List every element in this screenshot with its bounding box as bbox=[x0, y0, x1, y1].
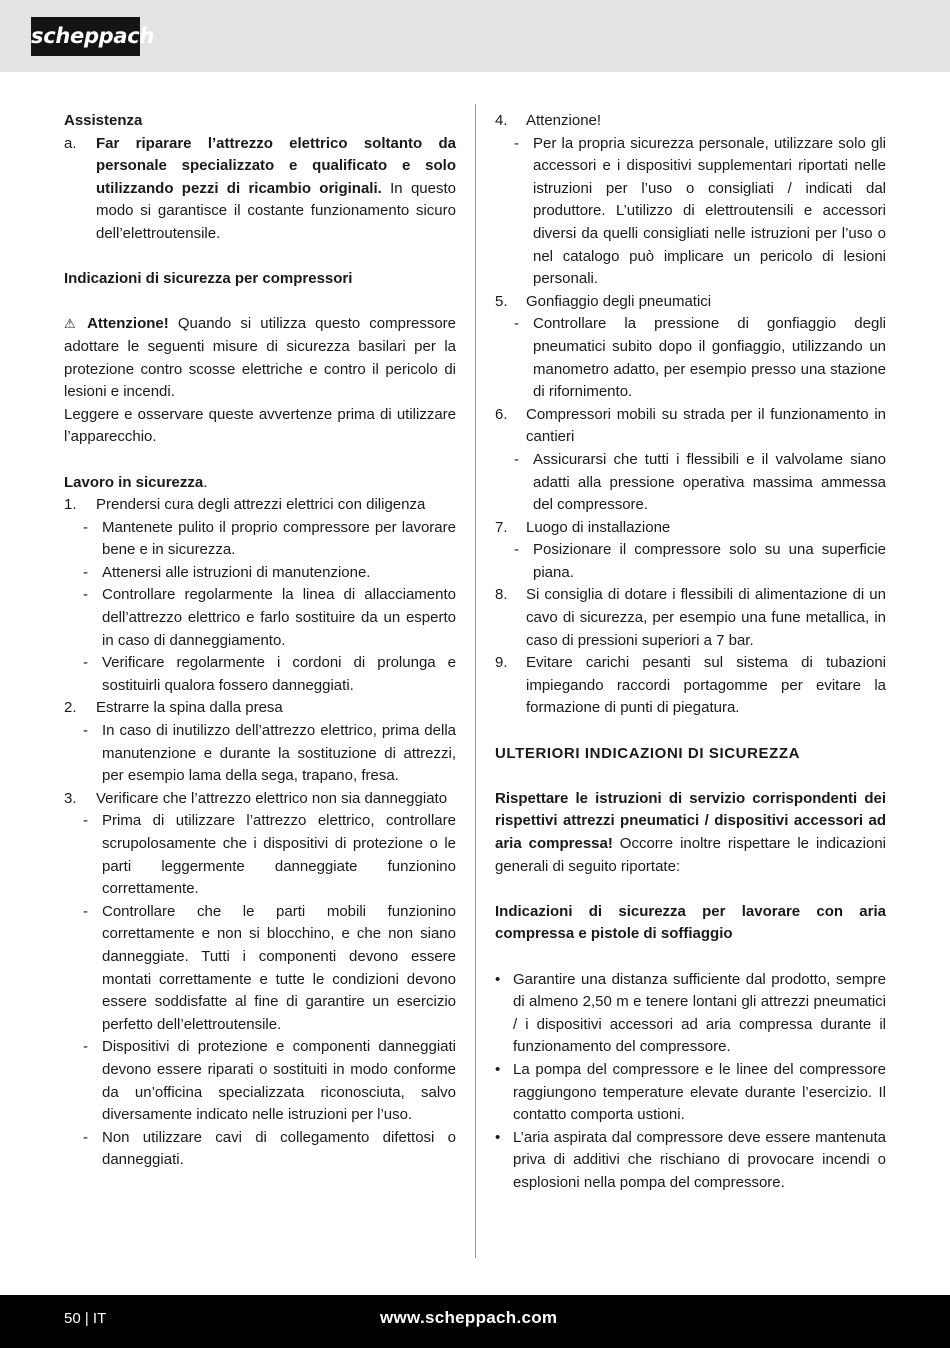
left-column bbox=[64, 110, 456, 1172]
list-item-text: Attenzione! bbox=[526, 112, 602, 129]
list-item bbox=[495, 404, 886, 449]
warning-label: Attenzione! bbox=[87, 315, 169, 333]
list-item-text: Verificare che l’attrezzo elettrico non sia danneggiato bbox=[96, 789, 448, 807]
compressori-heading: Indicazioni di sicurezza per compressori bbox=[64, 270, 353, 288]
sub-item: - Attenersi alle istruzioni di manutenzione. bbox=[83, 563, 371, 581]
list-item-text: Luogo di installazione bbox=[526, 518, 671, 536]
list-marker: 2. bbox=[64, 699, 77, 717]
list-item-text: Compressori mobili su strada per il funzionamento in cantieri bbox=[526, 405, 886, 446]
read-instructions-text: Leggere e osservare queste avvertenze prima di utilizzare l’apparecchio. bbox=[64, 405, 456, 446]
warning-paragraph bbox=[64, 313, 456, 403]
column-divider bbox=[475, 104, 476, 1258]
list-item-text: Estrarre la spina dalla presa bbox=[96, 699, 283, 717]
list-item bbox=[495, 584, 886, 652]
rispettare-paragraph: Rispettare le istruzioni di servizio corrispondenti dei rispettivi attrezzi pneumatici / dispositivi accessori ad aria compressa! Occorre inoltre rispettare le indicazioni generali di seguito riportate: bbox=[495, 789, 886, 875]
bullet-item: • L’aria aspirata dal compressore deve essere mantenuta priva di additivi che rischiano di provocare incendi o esplosioni nella pompa del compressore. bbox=[495, 1128, 886, 1191]
sub-item: - Dispositivi di protezione e componenti danneggiati devono essere riparati o sostituiti in modo conforme da un’officina specializzata riconosciuta, salvo diversamente indicato nelle istruzioni per l’uso. bbox=[83, 1038, 456, 1124]
assistenza-item bbox=[64, 133, 456, 246]
list-item bbox=[495, 110, 886, 133]
list-marker: 4. bbox=[495, 112, 508, 129]
assistenza-text: In questo modo si garantisce il costante funzionamento sicuro dell’elettroutensile. bbox=[96, 179, 457, 242]
page-footer bbox=[0, 1295, 950, 1348]
page-header bbox=[0, 0, 950, 72]
scheppach-logo: scheppach bbox=[31, 17, 140, 56]
list-marker: 3. bbox=[64, 789, 77, 807]
list-item bbox=[495, 652, 886, 720]
sub-item: - Per la propria sicurezza personale, utilizzare solo gli accessori e i dispositivi supplementari riportati nelle istruzioni per l’uso o consigliati / indicati dal produttore. L’utilizzo di elettroutensili e accessori diversi da quelli consigliati nelle istruzioni per l’uso o nel catalogo può implicare un pericolo di lesioni personali. bbox=[514, 134, 886, 288]
bullet-item: • Garantire una distanza sufficiente dal prodotto, sempre di almeno 2,50 m e tenere lontani gli attrezzi pneumatici / i dispositivi accessori ad aria compressa durante il funzionamento del compressore. bbox=[495, 970, 886, 1056]
sub-item: - Assicurarsi che tutti i flessibili e il valvolame siano adatti alla pressione operativa massima ammessa del compressore. bbox=[514, 450, 886, 514]
list-item bbox=[495, 517, 886, 540]
list-marker: 5. bbox=[495, 292, 508, 310]
list-item-text: Gonfiaggio degli pneumatici bbox=[526, 292, 712, 310]
list-marker: 6. bbox=[495, 405, 508, 423]
sub-item: - Posizionare il compressore solo su una superficie piana. bbox=[514, 541, 886, 581]
sub-item: - Prima di utilizzare l’attrezzo elettrico, controllare scrupolosamente che i dispositivi di protezione o le parti leggermente danneggiate funzionino correttamente. bbox=[83, 812, 456, 898]
list-item bbox=[495, 291, 886, 314]
sub-item: - Non utilizzare cavi di collegamento difettosi o danneggiati. bbox=[83, 1128, 456, 1169]
list-marker: 9. bbox=[495, 654, 508, 672]
right-column bbox=[495, 110, 886, 1195]
warning-text: Quando si utilizza questo compressore adottare le seguenti misure di sicurezza basilari per la protezione contro scosse elettriche e contro il pericolo di lesioni e incendi. bbox=[64, 315, 456, 401]
website-link[interactable]: www.scheppach.com bbox=[380, 1308, 558, 1327]
sub-item: - Controllare regolarmente la linea di allacciamento dell’attrezzo elettrico e farlo sostituire da un esperto in caso di danneggiamento. bbox=[83, 586, 456, 649]
aria-compressa-heading: Indicazioni di sicurezza per lavorare con aria compressa e pistole di soffiaggio bbox=[495, 902, 886, 943]
list-item bbox=[64, 697, 456, 720]
list-marker: 7. bbox=[495, 518, 508, 536]
ulteriori-heading: ULTERIORI INDICAZIONI DI SICUREZZA bbox=[495, 744, 801, 762]
page-number: 50 | IT bbox=[64, 1310, 107, 1327]
sub-item: - Verificare regolarmente i cordoni di prolunga e sostituirli qualora fossero danneggiati. bbox=[83, 654, 456, 694]
assistenza-bold-text: Far riparare l’attrezzo elettrico soltanto da personale specializzato e qualificato e solo utilizzando pezzi di ricambio originali. bbox=[96, 134, 456, 197]
bullet-item: • La pompa del compressore e le linee del compressore raggiungono temperature elevate durante l’esercizio. Il contatto comporta ustioni. bbox=[495, 1060, 886, 1124]
sub-item: - Controllare la pressione di gonfiaggio degli pneumatici subito dopo il gonfiaggio, utilizzando un manometro adatto, per esempio presso una stazione di rifornimento. bbox=[514, 315, 886, 401]
sub-item: - In caso di inutilizzo dell’attrezzo elettrico, prima della manutenzione e durante la sostituzione di attrezzi, per esempio lama della sega, trapano, fresa. bbox=[83, 722, 456, 785]
sub-item: - Controllare che le parti mobili funzionino correttamente e non si blocchino, e che non siano danneggiate. Tutti i componenti devono essere montati correttamente e tutte le condizioni devono essere soddisfatte al fine di garantire un esercizio perfetto dell’elettroutensile. bbox=[83, 902, 456, 1033]
list-item-text: Si consiglia di dotare i flessibili di alimentazione di un cavo di sicurezza, per esempio una fune metallica, in caso di pressioni superiori a 7 bar. bbox=[526, 586, 886, 649]
list-marker: 1. bbox=[64, 496, 77, 514]
list-item bbox=[64, 494, 456, 517]
list-marker: a. bbox=[64, 134, 77, 152]
list-marker: 8. bbox=[495, 586, 508, 604]
list-item-text: Evitare carichi pesanti sul sistema di tubazioni impiegando raccordi portagomme per evitare la formazione di punti di piegatura. bbox=[526, 654, 886, 717]
warning-triangle-icon: ⚠ bbox=[64, 316, 76, 332]
list-item-text: Prendersi cura degli attrezzi elettrici con diligenza bbox=[96, 496, 426, 514]
list-item bbox=[64, 788, 456, 811]
assistenza-heading: Assistenza bbox=[64, 112, 143, 129]
sub-item: - Mantenete pulito il proprio compressore per lavorare bene e in sicurezza. bbox=[83, 518, 456, 559]
lavoro-heading: Lavoro in sicurezza. bbox=[64, 473, 208, 491]
